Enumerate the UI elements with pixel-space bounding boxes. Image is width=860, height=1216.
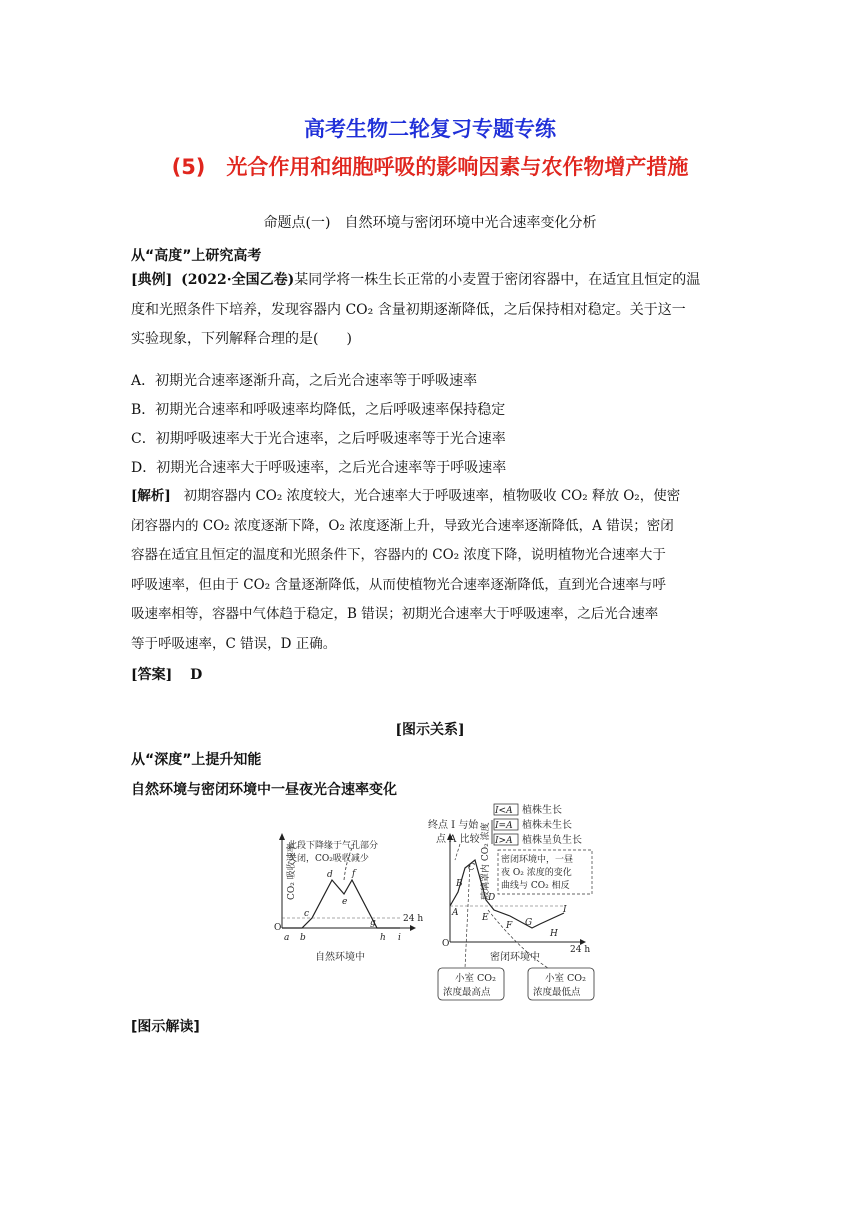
analysis-line6: 等于呼吸速率，C 错误，D 正确。	[131, 635, 337, 652]
right-pt-I: I	[563, 905, 567, 915]
right-pt-C: C	[468, 863, 475, 873]
left-pt-d: d	[327, 870, 333, 880]
analysis-line3: 容器在适宜且恒定的温度和光照条件下，容器内的 CO₂ 浓度下降，说明植物光合速率大于	[131, 547, 666, 563]
box-highest-1: 小室 CO₂	[455, 973, 496, 984]
doc-title: 高考生物二轮复习专题专练	[304, 117, 556, 141]
box-lowest-1: 小室 CO₂	[545, 973, 586, 984]
right-ylabel: 玻璃罩内 CO₂ 浓度	[481, 822, 491, 900]
right-topnote-1: 终点 I 与始	[428, 820, 479, 831]
left-curve	[282, 880, 400, 928]
right-pt-B: B	[456, 879, 463, 889]
left-xend: 24 h	[403, 914, 424, 924]
option-c: C．初期呼吸速率大于光合速率，之后呼吸速率等于光合速率	[131, 431, 506, 447]
box-lowest-2: 浓度最低点	[533, 987, 581, 998]
analysis-line4: 呼吸速率，但由于 CO₂ 含量逐渐降低，从而使植物光合速率逐渐降低，直到光合速率与呼	[131, 576, 666, 593]
example-tag: [典例]	[131, 272, 173, 288]
example-line2: 度和光照条件下培养，发现容器内 CO₂ 含量初期逐渐降低，之后保持相对稳定。关于这一	[131, 301, 686, 318]
right-pt-F: F	[506, 921, 513, 931]
right-pt-G: G	[525, 918, 533, 928]
analysis-line2: 闭容器内的 CO₂ 浓度逐渐下降，O₂ 浓度逐渐上升，导致光合速率逐渐降低，A 错误；密闭	[131, 517, 674, 534]
example-source: (2022·全国乙卷)	[181, 272, 295, 288]
light-curve-figure	[260, 800, 605, 1005]
left-pt-b: b	[300, 933, 306, 943]
option-a: A．初期光合速率逐渐升高，之后光合速率等于呼吸速率	[131, 373, 478, 389]
right-pt-D: D	[488, 893, 496, 903]
left-pt-h: h	[380, 933, 386, 943]
example-paragraph	[131, 266, 731, 355]
left-y-arrow	[279, 833, 285, 840]
analysis-tag: [解析]	[131, 488, 171, 504]
analysis-paragraph	[131, 482, 731, 659]
left-origin: O	[274, 923, 282, 933]
analysis-line5: 吸速率相等，容器中气体趋于稳定，B 错误；初期光合速率大于呼吸速率，之后光合速率	[131, 606, 659, 622]
option-b: B．初期光合速率和呼吸速率均降低，之后呼吸速率保持稳定	[131, 402, 506, 418]
answer-line	[131, 664, 202, 684]
cond-1: I<A	[495, 806, 513, 816]
answer-tag: [答案]	[131, 667, 173, 683]
right-pt-A: A	[452, 908, 459, 918]
example-line3: 实验现象，下列解释合理的是( )	[131, 331, 352, 347]
left-x-arrow	[410, 925, 416, 931]
result-1: 植株生长	[522, 805, 562, 816]
left-pt-i: i	[398, 933, 401, 943]
doc-subtitle: (5) 光合作用和细胞呼吸的影响因素与农作物增产措施	[171, 155, 689, 179]
option-d: D．初期光合速率大于呼吸速率，之后光合速率等于呼吸速率	[131, 460, 507, 476]
section-title: 命题点(一) 自然环境与密闭环境中光合速率变化分析	[263, 215, 597, 231]
right-xend: 24 h	[570, 945, 591, 955]
example-line1: 某同学将一株生长正常的小麦置于密闭容器中，在适宜且恒定的温	[294, 272, 701, 288]
right-pt-H: H	[550, 929, 558, 939]
o2-note-1: 密闭环境中，一昼	[501, 855, 574, 865]
analysis-line1: 初期容器内 CO₂ 浓度较大，光合速率大于呼吸速率，植物吸收 CO₂ 释放 O₂，使密	[183, 488, 681, 504]
cond-2: I=A	[495, 821, 513, 831]
o2-note-3: 曲线与 CO₂ 相反	[501, 881, 570, 891]
box-highest-2: 浓度最高点	[443, 987, 491, 998]
heading-day-night: 自然环境与密闭环境中一昼夜光合速率变化	[131, 782, 397, 798]
left-note-1: 此段下降缘于气孔部分	[288, 841, 379, 851]
o2-note-2: 夜 O₂ 浓度的变化	[501, 868, 572, 878]
ptr-high	[465, 864, 470, 968]
left-ylabel: CO₂ 吸收速率	[287, 843, 297, 900]
right-pt-E: E	[482, 913, 489, 923]
right-caption: 密闭环境中	[490, 952, 540, 963]
result-3: 植株呈负生长	[522, 835, 582, 846]
right-topnote-2: 点 A 比较	[436, 834, 480, 845]
heading-depth: 从“深度”上提升知能	[131, 752, 262, 768]
left-note-arrow	[344, 848, 352, 880]
answer-value: D	[190, 667, 203, 683]
ptr-topnote	[455, 844, 460, 860]
left-pt-e: e	[342, 897, 348, 907]
figure-read-heading: [图示解读]	[131, 1019, 200, 1035]
left-note-2: 关闭，CO₂吸收减少	[288, 854, 369, 864]
right-origin: O	[442, 939, 450, 949]
left-pt-g: g	[370, 918, 376, 928]
left-pt-f: f	[352, 869, 356, 879]
heading-height: 从“高度”上研究高考	[131, 248, 262, 264]
left-pt-a: a	[284, 933, 290, 943]
cond-3: I>A	[495, 836, 513, 846]
left-pt-c: c	[304, 909, 310, 919]
result-2: 植株未生长	[522, 820, 572, 831]
left-caption: 自然环境中	[315, 952, 365, 963]
figure-heading: [图示关系]	[395, 722, 465, 738]
